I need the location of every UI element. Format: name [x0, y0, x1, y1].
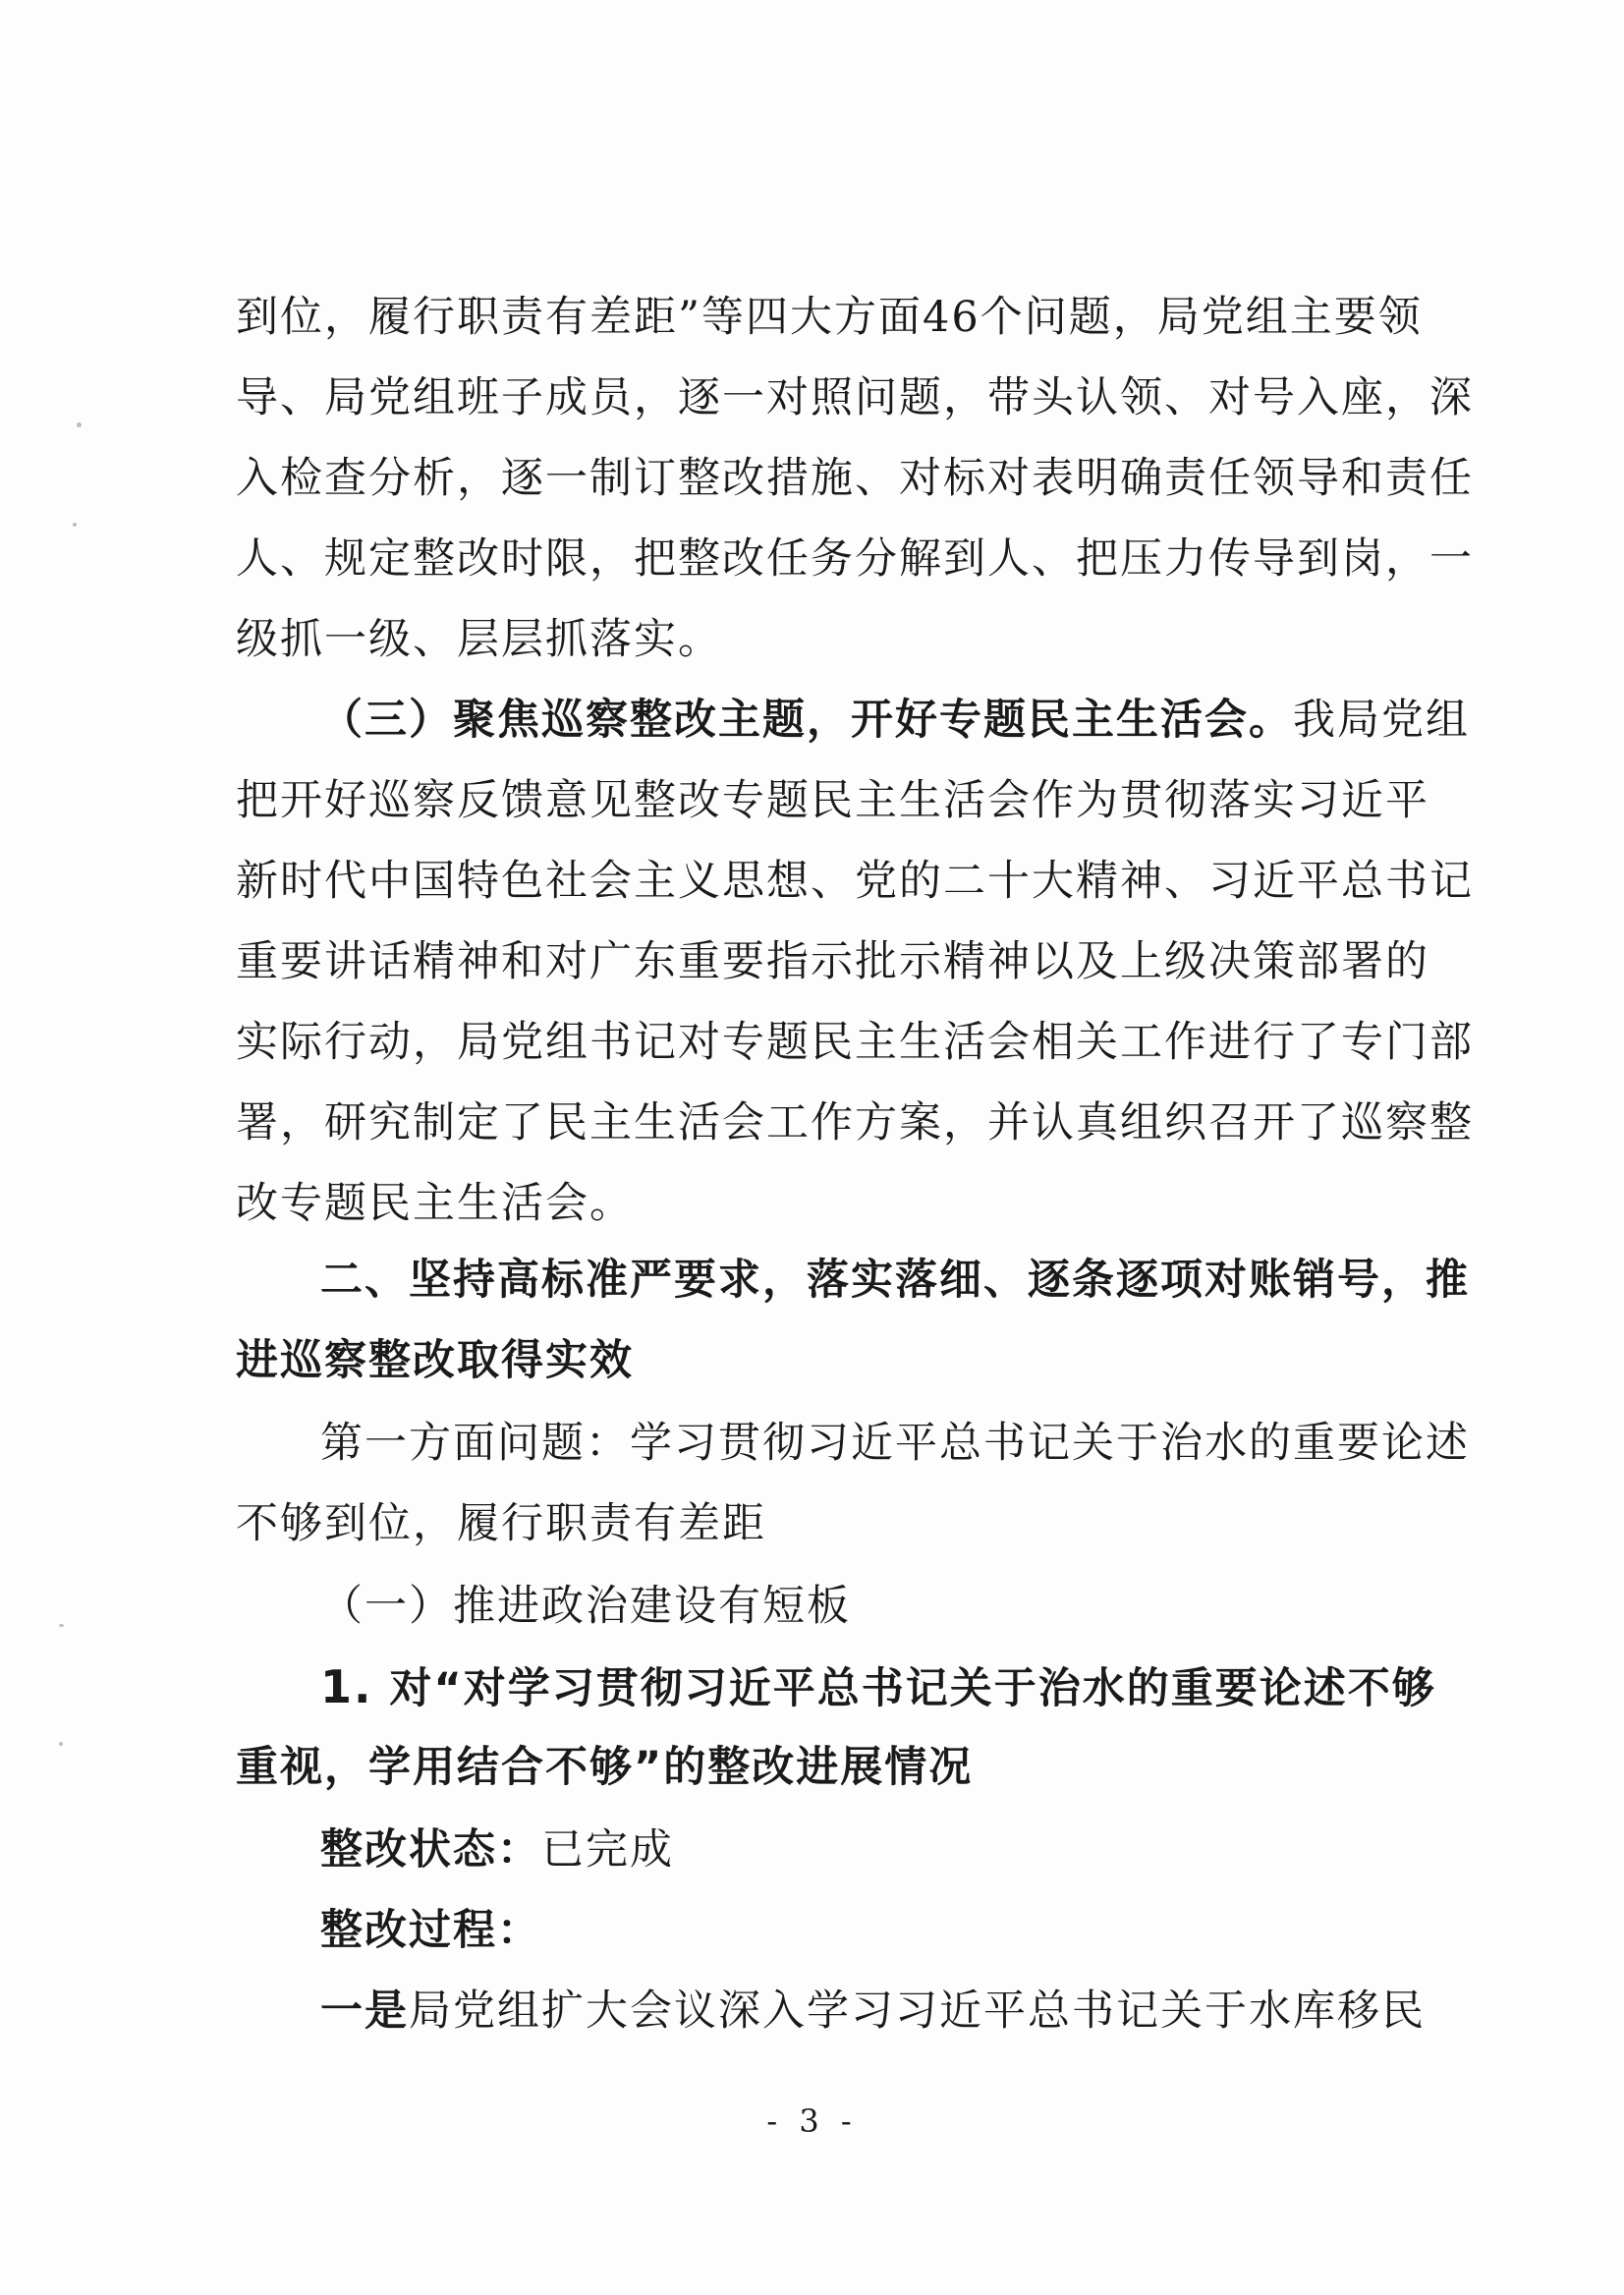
heading-line: 进巡察整改取得实效: [236, 1336, 634, 1385]
scan-speck: [73, 523, 77, 527]
item-1-line-2: 重视，学用结合不够”的整改进展情况: [236, 1743, 974, 1792]
status-value: 已完成: [541, 1825, 674, 1875]
issue-1-heading: [236, 1403, 1470, 1564]
item-line: [236, 1647, 1436, 1727]
part-2-heading: [236, 1240, 1470, 1401]
status-row: [236, 1810, 1415, 1890]
process-text: 局党组扩大会议深入学习习近平总书记关于水库移民: [409, 1987, 1426, 2036]
text-line: 人、规定整改时限，把整改任务分解到人、把压力传导到岗，一: [236, 534, 1474, 584]
process-paragraph: [236, 1971, 1426, 2051]
continuation-paragraph: [236, 277, 1474, 680]
text-line: 级抓一级、层层抓落实。: [236, 615, 722, 664]
subsection-1-heading: [236, 1566, 1415, 1647]
status-line: [236, 1810, 1415, 1890]
text-line: 改专题民主生活会。: [236, 1179, 634, 1228]
section-3-first-line: [236, 680, 1470, 760]
process-label: 整改过程：: [320, 1906, 541, 1955]
scan-speck: [77, 422, 82, 427]
issue-line: 不够到位，履行职责有差距: [236, 1499, 766, 1548]
text-line: 署，研究制定了民主生活会工作方案，并认真组织召开了巡察整: [236, 1098, 1474, 1148]
process-lead: 一是: [320, 1987, 409, 2036]
process-row: [236, 1890, 1415, 1971]
section-3-heading: （三）聚焦巡察整改主题，开好专题民主生活会。: [320, 696, 1293, 745]
status-label: 整改状态：: [320, 1825, 541, 1875]
page-number: - 3 -: [766, 2102, 858, 2140]
heading-line: 二、坚持高标准严要求，落实落细、逐条逐项对账销号，推: [320, 1256, 1470, 1305]
scan-speck: [59, 1624, 64, 1627]
item-1-line-1: 对“对学习贯彻习近平总书记关于治水的重要论述不够: [389, 1664, 1436, 1713]
issue-line: 第一方面问题：学习贯彻习近平总书记关于治水的重要论述: [320, 1419, 1470, 1468]
text-line: 新时代中国特色社会主义思想、党的二十大精神、习近平总书记: [236, 857, 1474, 906]
text-line: 入检查分析，逐一制订整改措施、对标对表明确责任领导和责任: [236, 454, 1474, 503]
section-3-first-line-rest: 我局党组: [1293, 696, 1470, 745]
text-line: 实际行动，局党组书记对专题民主生活会相关工作进行了专门部: [236, 1018, 1474, 1067]
item-number: 1.: [320, 1660, 373, 1713]
item-1-heading: [236, 1647, 1436, 1808]
text-line: 重要讲话精神和对广东重要指示批示精神以及上级决策部署的: [236, 937, 1429, 986]
text-line: 导、局党组班子成员，逐一对照问题，带头认领、对号入座，深: [236, 373, 1474, 422]
text-line: 把开好巡察反馈意见整改专题民主生活会作为贯彻落实习近平: [236, 776, 1429, 825]
text-line: 到位，履行职责有差距”等四大方面46个问题，局党组主要领: [236, 293, 1423, 342]
subsection-line: （一）推进政治建设有短板: [320, 1582, 851, 1631]
section-3-paragraph: [236, 680, 1474, 1244]
process-first-line: [236, 1971, 1426, 2051]
scan-speck: [59, 1742, 63, 1746]
